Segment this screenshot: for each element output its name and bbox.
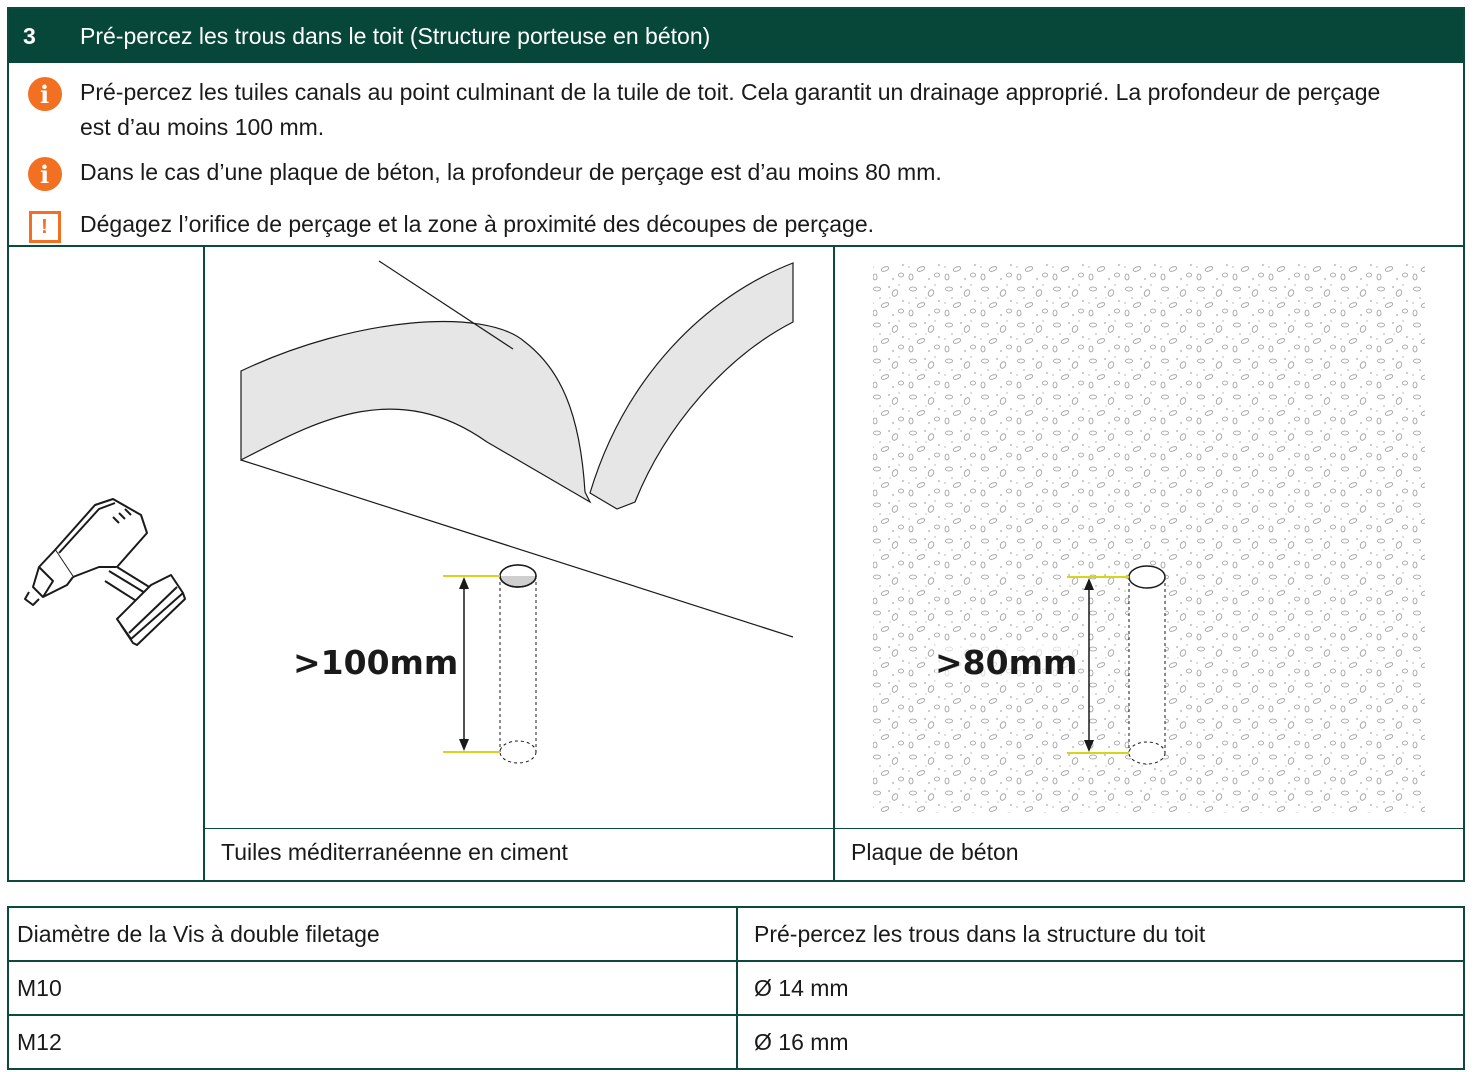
table-cell: M10 xyxy=(8,961,737,1015)
step-box xyxy=(7,7,1465,882)
note-text: Dans le cas d’une plaque de béton, la profondeur de perçage est d’au moins 80 mm. xyxy=(80,159,942,185)
concrete-figure xyxy=(835,247,1463,829)
note-warning xyxy=(9,207,1459,243)
table-cell: Ø 16 mm xyxy=(737,1015,1464,1069)
table-cell: Ø 14 mm xyxy=(737,961,1464,1015)
note-info-2 xyxy=(9,155,1459,191)
tile-figure xyxy=(205,247,833,829)
figures-row xyxy=(9,247,1463,880)
tile-depth-label: >100mm xyxy=(293,643,459,682)
step-header xyxy=(9,9,1463,63)
step-title: Pré-percez les trous dans le toit (Structure porteuse en béton) xyxy=(80,22,711,49)
table-cell: M12 xyxy=(8,1015,737,1069)
step-number: 3 xyxy=(23,22,36,49)
tile-illustration xyxy=(205,247,835,829)
concrete-caption: Plaque de béton xyxy=(851,839,1019,865)
drill-column xyxy=(9,247,205,880)
drill-icon xyxy=(9,247,205,880)
table-row xyxy=(8,961,1464,1015)
tile-figure-column xyxy=(205,247,835,880)
note-info-1 xyxy=(9,75,1459,145)
table-row xyxy=(8,1015,1464,1069)
warning-icon: ! xyxy=(29,211,61,243)
tile-caption: Tuiles méditerranéenne en ciment xyxy=(221,839,568,865)
table-header-row xyxy=(8,907,1464,961)
table-header-cell: Pré-percez les trous dans la structure du toit xyxy=(737,907,1464,961)
note-text: Dégagez l’orifice de perçage et la zone à proximité des découpes de perçage. xyxy=(80,211,874,237)
info-icon: i xyxy=(28,157,62,191)
concrete-figure-column xyxy=(835,247,1463,880)
note-text: Pré-percez les tuiles canals au point culminant de la tuile de toit. Cela garantit un drainage approprié. La profondeur de perçage est d’au moins 100 mm. xyxy=(80,79,1381,140)
spec-table xyxy=(7,906,1465,1070)
concrete-depth-label: >80mm xyxy=(935,643,1078,682)
info-icon: i xyxy=(28,77,62,111)
concrete-illustration xyxy=(835,247,1463,829)
notes-section xyxy=(9,63,1463,247)
table-header-cell: Diamètre de la Vis à double filetage xyxy=(8,907,737,961)
